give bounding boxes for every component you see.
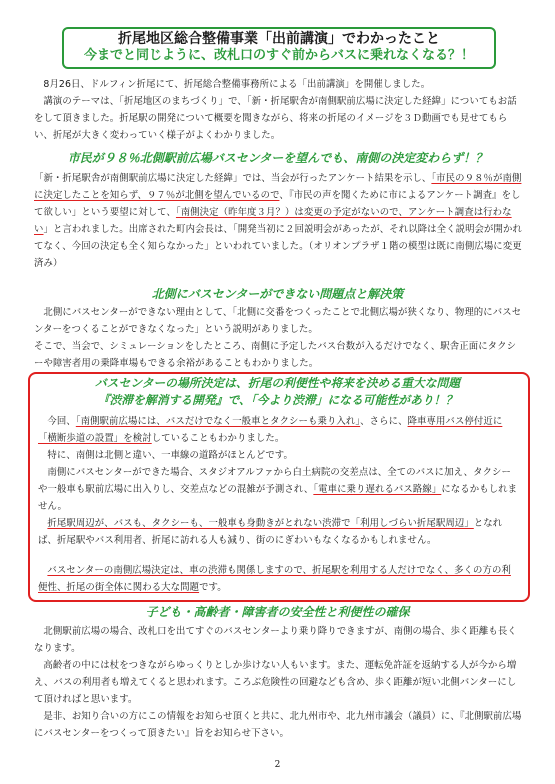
intro-paragraph-2: 講演のテーマは、「折尾地区のまちづくり」で、「新・折尾駅舎が南側駅前広場に決定した経緯」についてもお話をして頂きました。折尾駅の開発について概要を聞きながら、将来の折尾のイメージを３Ｄ動画でも見せてもらい、折尾が大きく変わっていく様子がよくわかりました。	[34, 96, 517, 141]
section3-paragraph-4	[38, 515, 518, 549]
section3-heading-1: バスセンターの場所決定は、折尾の利便性や将来を決める重大な問題	[94, 376, 461, 390]
section3-p1-text-b: 、さらに、	[360, 416, 408, 427]
section4-paragraph-3: 是非、お知り合いの方にこの情報をお知らせ頂くと共に、北九州市や、北九州市議会（議員）に、『北側駅前広場にバスセンターをつくって頂きたい』旨をお知らせ下さい。	[34, 711, 522, 739]
section3-paragraph-1	[38, 413, 518, 447]
section3-p5-underline: バスセンターの南側広場決定は、車の渋滞も関係しますので、折尾駅を利用する人だけでなく、多くの方の利便性、折尾の街全体に関わる大な問題	[38, 565, 511, 593]
section1-text-c: 」と言われました。出席された町内会長は、「開発当初に２回説明会があったが、それ以降は全く説明会が開かれてなく、今回の決定も全く知らなかった」といわれていました。（オリオンプラザ１階の模型は既に南側広場に変更済み）	[34, 224, 522, 269]
section3-heading-2: 『渋滞を解消する開発』で、「今より渋滞」になる可能性があり！？	[97, 393, 458, 407]
section4-heading: 子ども・高齢者・障害者の安全性と利便性の確保	[145, 605, 410, 619]
section3-p1-text-c: していることもわかりました。	[151, 433, 285, 444]
section2-paragraph-1: 北側にバスセンターができない理由として、「北側に交番をつくったことで北側広場が狭くなり、物理的にバスセンターをつくることができなくなった」という説明がありました。	[34, 307, 522, 335]
section3-paragraph-5	[38, 562, 518, 596]
section2-heading: 北側にバスセンターができない問題点と解決策	[151, 287, 404, 301]
page-subtitle: 今までと同じように、改札口のすぐ前からバスに乗れなくなる？！	[83, 48, 474, 63]
section3-p3-text-a: 南側にバスセンターができた場合、スタジオアルファから白土病院の交差点は、全てのバスに加え、タクシーや一般車も駅前広場に出入りし、交差点などの混雑が予測され、	[38, 467, 512, 495]
section3-p1-underline-2: 降車専用バス停付近に「横断歩道の設置」を検討	[38, 416, 503, 444]
section3-paragraph-3	[38, 464, 518, 515]
section3-p4-underline: 折尾駅周辺が、バスも、タクシーも、一般車も身動きがとれない渋滞で「利用しづらい折尾駅周辺」	[47, 518, 474, 529]
section4-paragraph-2: 高齢者の中には杖をつきながらゆっくりとしか歩けない人もいます。また、運転免許証を返納する人が今から増え、バスの利用者も増えてくると思われます。ころぶ危険性の回避なども含め、歩く距離が短い北側バンターにして頂ければと思います。	[34, 660, 517, 705]
section1-paragraph	[34, 170, 524, 272]
section4-paragraph-1: 北側駅前広場の場合、改札口を出てすぐのバスセンターより乗り降りできますが、南側の場合、歩く距離も長くなります。	[34, 626, 517, 654]
section3-paragraph-2: 特に、南側は北側と違い、一車線の道路がほとんどです。	[47, 450, 293, 461]
page-title: 折尾地区総合整備事業「出前講演」でわかったこと	[118, 31, 440, 47]
section1-heading: 市民が９８％北側駅前広場バスセンターを望んでも、南側の決定変わらず！？	[67, 151, 488, 165]
section3-p4-text-b: となれば、折尾駅やバス利用者、折尾に訪れる人も減り、街のにぎわいもなくなるかもしれません。	[38, 518, 503, 546]
section3-p1-underline-1: 「南側駅前広場には、バスだけでなく一般車とタクシーも乗り入れ」	[75, 416, 361, 427]
section1-text-b: 、『市民の声を聞くために市によるアンケート調査』をして欲しい」という要望に対して、	[34, 190, 521, 218]
section3-p1-text-a: 今回、	[47, 416, 76, 427]
title-box	[62, 27, 496, 69]
intro-paragraph-1: 8月26日、ドルフィン折尾にて、折尾総合整備事務所による「出前講演」を開催しました。	[43, 79, 431, 90]
section1-text-a: 「新・折尾駅舎が南側駅前広場に決定した経緯」では、当会が行ったアンケート結果を示し、	[34, 173, 432, 184]
section1-underline-1: 「市民の９８％が南側に決定したことを知らず、９７％が北側を望んでいるので	[34, 173, 522, 201]
section3-p3-text-b: になるかもしれません。	[38, 484, 518, 512]
section2-paragraph-2: そこで、当会で、シミュレーションをしたところ、南側に予定したバス台数が入るだけでなく、駅舎正面にタクシーや障害者用の乗降車場もできる余裕があることもわかりました。	[34, 341, 517, 369]
section3-p5-text-b: です。	[199, 582, 227, 593]
section1-underline-2: 「南側決定（昨年度３月？）は変更の予定がないので、アンケート調査は行わない	[34, 207, 512, 235]
section3-p3-underline: 「電車に乗り遅れるバス路線」	[313, 484, 442, 495]
page-number: 2	[274, 760, 281, 770]
